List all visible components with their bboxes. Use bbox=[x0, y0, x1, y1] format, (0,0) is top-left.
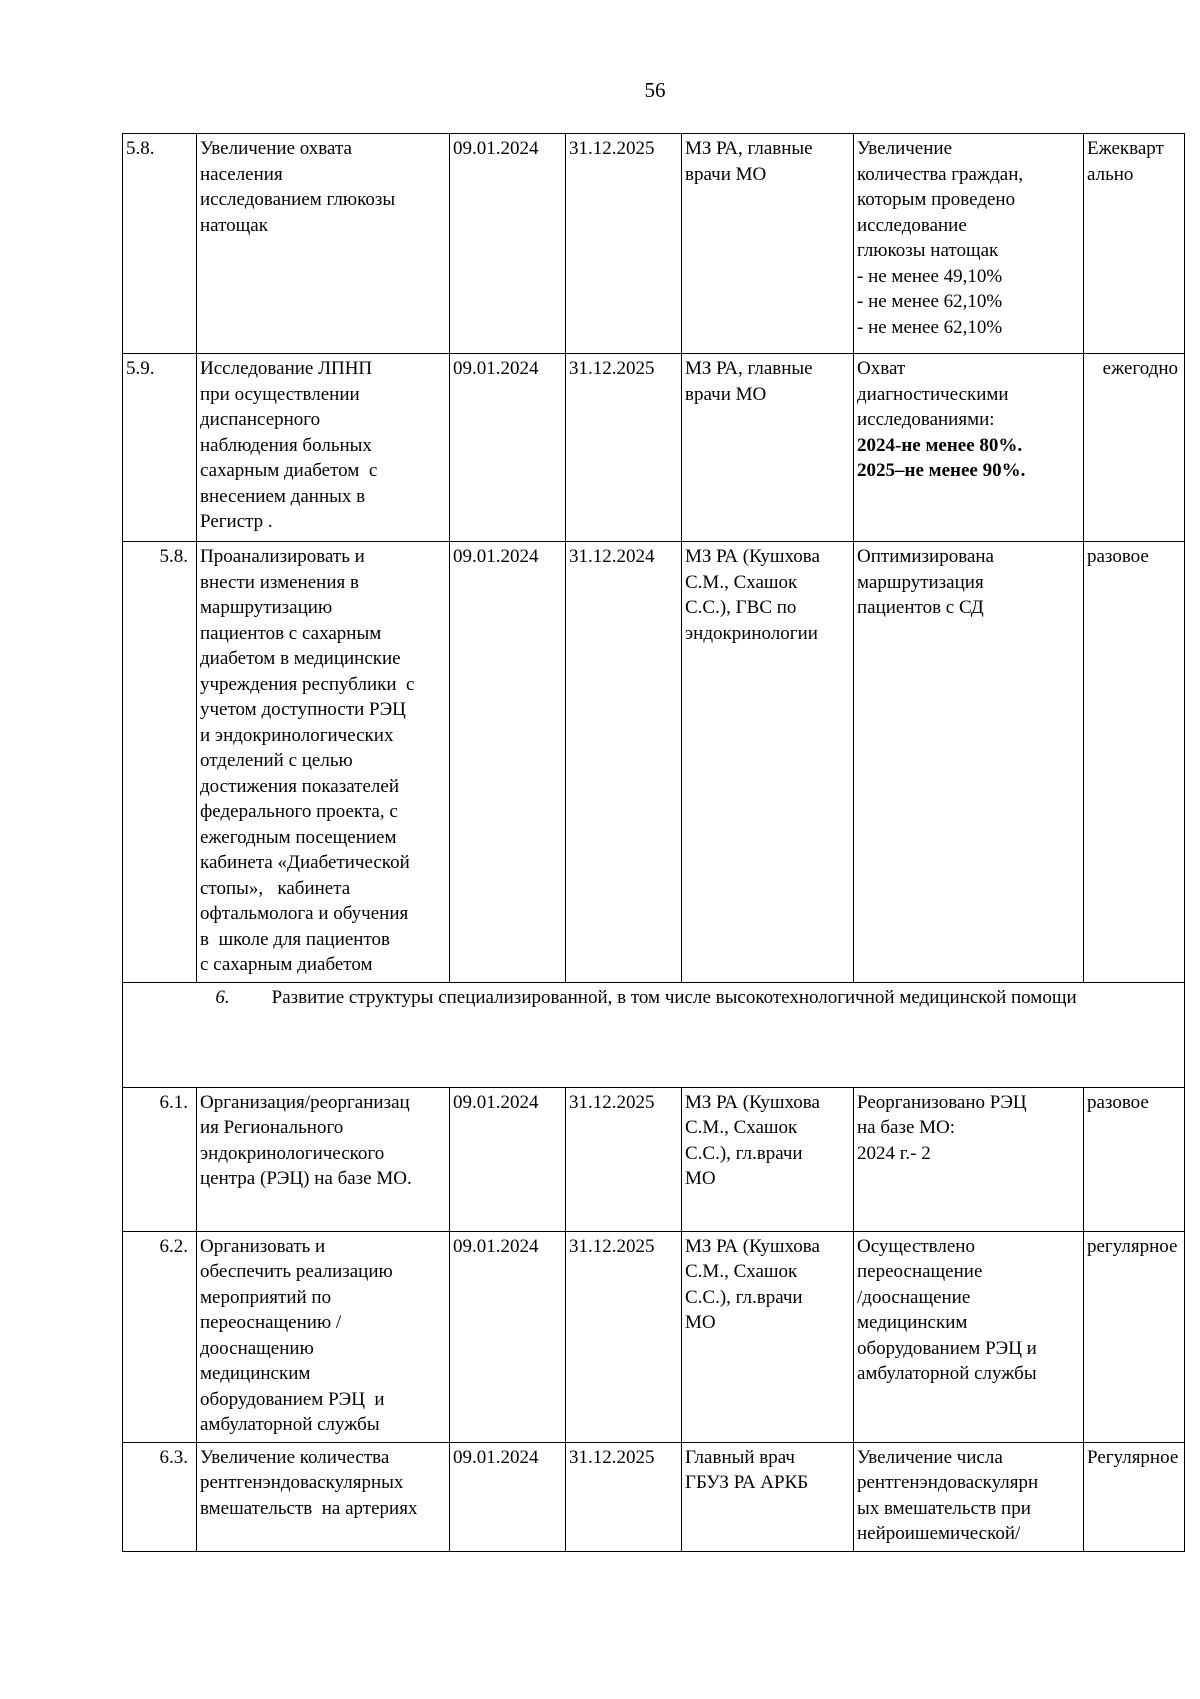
event-cell-line: с сахарным диабетом bbox=[200, 954, 373, 975]
section-heading bbox=[123, 982, 1185, 1087]
event-cell-line: стопы», кабинета bbox=[200, 877, 351, 899]
item-number: 6.2. bbox=[123, 1231, 197, 1442]
event-cell-line: центра (РЭЦ) на базе МО. bbox=[200, 1168, 412, 1189]
event-cell-line: учетом доступности РЭЦ bbox=[200, 699, 406, 720]
action-plan-table bbox=[122, 133, 1185, 1552]
result-cell bbox=[854, 354, 1084, 542]
event-cell-line: внести изменения в bbox=[200, 571, 359, 593]
frequency-cell-line: Ежекварт bbox=[1087, 138, 1164, 159]
result-cell-line: Увеличение числа bbox=[857, 1446, 1003, 1468]
event-cell-line: наблюдения больных bbox=[200, 434, 372, 456]
event-cell-line: натощак bbox=[200, 214, 268, 236]
result-cell-line: исследованиями: bbox=[857, 409, 995, 430]
event-cell-line: Регистр . bbox=[200, 511, 273, 532]
responsible-cell-line: С.М., Схашок bbox=[685, 1261, 798, 1282]
responsible-cell-line: МЗ РА, главные bbox=[685, 358, 813, 379]
event-cell-line: Исследование ЛПНП bbox=[200, 358, 373, 379]
result-cell-line: - не менее 62,10% bbox=[857, 291, 1003, 312]
result-cell-line: 2025–не менее 90%. bbox=[857, 460, 1026, 481]
result-cell-line: ых вмешательств при bbox=[857, 1497, 1031, 1519]
responsible-cell-line: С.М., Схашок bbox=[685, 571, 798, 593]
frequency-cell bbox=[1084, 1087, 1185, 1231]
result-cell-line: переоснащение bbox=[857, 1261, 983, 1282]
event-cell-line: сахарным диабетом с bbox=[200, 460, 378, 481]
item-number: 6.1. bbox=[123, 1087, 197, 1231]
event-cell bbox=[197, 1442, 450, 1551]
result-cell bbox=[854, 134, 1084, 354]
event-cell-line: и эндокринологических bbox=[200, 724, 394, 746]
event-cell-line: Увеличение охвата bbox=[200, 138, 352, 159]
event-cell-line: ия Регионального bbox=[200, 1117, 344, 1138]
event-cell bbox=[197, 354, 450, 542]
result-cell-line: диагностическими bbox=[857, 383, 1009, 405]
table-row bbox=[123, 542, 1185, 983]
responsible-cell bbox=[682, 1442, 854, 1551]
frequency-cell-line: разовое bbox=[1087, 1091, 1149, 1113]
responsible-cell bbox=[682, 354, 854, 542]
responsible-cell-line: Главный врач bbox=[685, 1446, 795, 1468]
responsible-cell bbox=[682, 134, 854, 354]
event-cell-line: внесением данных в bbox=[200, 485, 366, 507]
event-cell-line: диспансерного bbox=[200, 409, 321, 430]
event-cell-line: отделений с целью bbox=[200, 750, 353, 771]
result-cell-line: - не менее 49,10% bbox=[857, 265, 1003, 287]
frequency-cell bbox=[1084, 1442, 1185, 1551]
result-cell-line: пациентов с СД bbox=[857, 597, 984, 618]
table-row bbox=[123, 1231, 1185, 1442]
result-cell-line: маршрутизация bbox=[857, 571, 984, 593]
event-cell-line: федерального проекта, с bbox=[200, 801, 398, 822]
responsible-cell-line: С.С.), ГВС по bbox=[685, 597, 797, 618]
table-row bbox=[123, 1087, 1185, 1231]
table-row bbox=[123, 354, 1185, 542]
item-number: 5.8. bbox=[123, 134, 197, 354]
event-cell-line: офтальмолога и обучения bbox=[200, 903, 409, 924]
result-cell bbox=[854, 542, 1084, 983]
event-cell-line: Проанализировать и bbox=[200, 546, 365, 567]
responsible-cell-line: МО bbox=[685, 1312, 716, 1333]
responsible-cell-line: С.С.), гл.врачи bbox=[685, 1286, 803, 1308]
event-cell bbox=[197, 542, 450, 983]
responsible-cell bbox=[682, 1231, 854, 1442]
table-row bbox=[123, 134, 1185, 354]
frequency-cell-line: ально bbox=[1087, 163, 1134, 185]
result-cell-line: нейроишемической/ bbox=[857, 1523, 1021, 1544]
event-cell bbox=[197, 1087, 450, 1231]
result-cell-line: 2024-не менее 80%. bbox=[857, 434, 1023, 456]
event-cell-line: оборудованием РЭЦ и bbox=[200, 1388, 385, 1410]
result-cell-line: рентгенэндоваскулярн bbox=[857, 1472, 1039, 1493]
event-cell-line: Увеличение количества bbox=[200, 1446, 390, 1468]
result-cell-line: медицинским bbox=[857, 1312, 968, 1333]
frequency-cell bbox=[1084, 354, 1185, 542]
responsible-cell-line: врачи МО bbox=[685, 383, 767, 405]
event-cell-line: в школе для пациентов bbox=[200, 928, 390, 950]
result-cell bbox=[854, 1231, 1084, 1442]
event-cell-line: Организация/реорганизац bbox=[200, 1091, 410, 1113]
end-date: 31.12.2025 bbox=[566, 1442, 682, 1551]
result-cell-line: Оптимизирована bbox=[857, 546, 994, 567]
event-cell bbox=[197, 1231, 450, 1442]
page-number: 56 bbox=[644, 78, 666, 102]
event-cell-line: амбулаторной службы bbox=[200, 1414, 380, 1435]
responsible-cell bbox=[682, 1087, 854, 1231]
end-date: 31.12.2025 bbox=[566, 354, 682, 542]
responsible-cell-line: МЗ РА, главные bbox=[685, 138, 813, 159]
event-cell-line: медицинским bbox=[200, 1363, 311, 1384]
responsible-cell-line: ГБУЗ РА АРКБ bbox=[685, 1472, 809, 1493]
event-cell-line: маршрутизацию bbox=[200, 597, 333, 618]
start-date: 09.01.2024 bbox=[450, 1087, 566, 1231]
result-cell-line: Увеличение bbox=[857, 138, 953, 159]
event-cell-line: ежегодным посещением bbox=[200, 826, 397, 848]
item-number: 6.3. bbox=[123, 1442, 197, 1551]
frequency-cell-line: Регулярное bbox=[1087, 1446, 1179, 1468]
responsible-cell-line: МЗ РА (Кушхова bbox=[685, 1235, 820, 1257]
event-cell-line: дооснащению bbox=[200, 1337, 314, 1359]
event-cell-line: населения bbox=[200, 163, 283, 185]
responsible-cell-line: С.С.), гл.врачи bbox=[685, 1142, 803, 1164]
event-cell-line: пациентов с сахарным bbox=[200, 622, 382, 644]
start-date: 09.01.2024 bbox=[450, 1231, 566, 1442]
event-cell-line: рентгенэндоваскулярных bbox=[200, 1472, 404, 1493]
end-date: 31.12.2025 bbox=[566, 1231, 682, 1442]
start-date: 09.01.2024 bbox=[450, 542, 566, 983]
event-cell-line: обеспечить реализацию bbox=[200, 1261, 393, 1282]
event-cell-line: достижения показателей bbox=[200, 775, 399, 797]
section-row bbox=[123, 982, 1185, 1087]
responsible-cell-line: врачи МО bbox=[685, 163, 767, 185]
section-number: 6. bbox=[215, 986, 230, 1008]
frequency-cell bbox=[1084, 1231, 1185, 1442]
result-cell-line: количества граждан, bbox=[857, 163, 1024, 185]
responsible-cell-line: эндокринологии bbox=[685, 622, 818, 644]
table-row bbox=[123, 1442, 1185, 1551]
event-cell-line: диабетом в медицинские bbox=[200, 648, 401, 669]
result-cell-line: амбулаторной службы bbox=[857, 1363, 1037, 1384]
event-cell-line: мероприятий по bbox=[200, 1286, 332, 1308]
result-cell-line: оборудованием РЭЦ и bbox=[857, 1337, 1037, 1359]
frequency-cell bbox=[1084, 542, 1185, 983]
start-date: 09.01.2024 bbox=[450, 1442, 566, 1551]
event-cell-line: при осуществлении bbox=[200, 383, 360, 405]
result-cell-line: Реорганизовано РЭЦ bbox=[857, 1091, 1027, 1113]
start-date: 09.01.2024 bbox=[450, 354, 566, 542]
item-number: 5.8. bbox=[123, 542, 197, 983]
responsible-cell-line: МЗ РА (Кушхова bbox=[685, 1091, 820, 1113]
result-cell-line: Охват bbox=[857, 358, 906, 379]
result-cell bbox=[854, 1087, 1084, 1231]
item-number: 5.9. bbox=[123, 354, 197, 542]
section-title: Развитие структуры специализированной, в том числе высокотехнологичной медицинской помощи bbox=[271, 986, 1077, 1008]
result-cell-line: исследование bbox=[857, 214, 967, 236]
responsible-cell-line: МЗ РА (Кушхова bbox=[685, 546, 820, 567]
event-cell-line: Организовать и bbox=[200, 1235, 326, 1257]
responsible-cell bbox=[682, 542, 854, 983]
start-date: 09.01.2024 bbox=[450, 134, 566, 354]
end-date: 31.12.2025 bbox=[566, 1087, 682, 1231]
result-cell-line: - не менее 62,10% bbox=[857, 316, 1003, 338]
frequency-cell-line: ежегодно bbox=[1102, 358, 1178, 379]
event-cell-line: переоснащению / bbox=[200, 1312, 342, 1333]
result-cell-line: Осуществлено bbox=[857, 1235, 975, 1257]
responsible-cell-line: С.М., Схашок bbox=[685, 1117, 798, 1138]
result-cell-line: /дооснащение bbox=[857, 1286, 971, 1308]
event-cell bbox=[197, 134, 450, 354]
result-cell-line: на базе МО: bbox=[857, 1117, 956, 1138]
event-cell-line: исследованием глюкозы bbox=[200, 189, 396, 210]
result-cell-line: которым проведено bbox=[857, 189, 1016, 210]
event-cell-line: эндокринологического bbox=[200, 1142, 385, 1164]
frequency-cell-line: регулярное bbox=[1087, 1235, 1178, 1257]
frequency-cell-line: разовое bbox=[1087, 546, 1149, 567]
frequency-cell bbox=[1084, 134, 1185, 354]
end-date: 31.12.2025 bbox=[566, 134, 682, 354]
responsible-cell-line: МО bbox=[685, 1168, 716, 1189]
result-cell-line: 2024 г.- 2 bbox=[857, 1142, 931, 1164]
event-cell-line: учреждения республики с bbox=[200, 673, 415, 695]
result-cell bbox=[854, 1442, 1084, 1551]
event-cell-line: вмешательств на артериях bbox=[200, 1497, 418, 1519]
result-cell-line: глюкозы натощак bbox=[857, 240, 999, 261]
end-date: 31.12.2024 bbox=[566, 542, 682, 983]
event-cell-line: кабинета «Диабетической bbox=[200, 852, 410, 873]
